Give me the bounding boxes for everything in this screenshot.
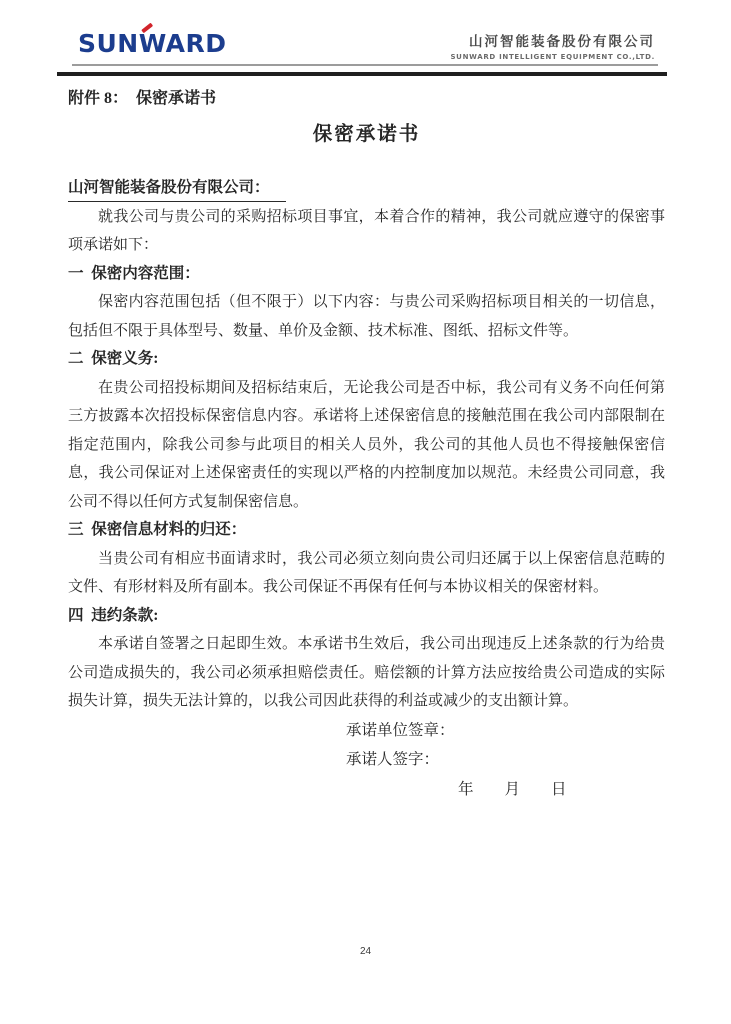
signature-block bbox=[68, 716, 665, 805]
unit-seal-label: 承诺单位签章： bbox=[346, 721, 455, 739]
company-name-english: SUNWARD INTELLIGENT EQUIPMENT CO.,LTD. bbox=[450, 53, 655, 61]
signer-label: 承诺人签字： bbox=[346, 751, 440, 768]
document-content bbox=[68, 84, 665, 804]
header-rule-thick bbox=[57, 72, 667, 76]
section-4-body: 本承诺自签署之日起即生效。本承诺书生效后，我公司出现违反上述条款的行为给贵公司造成损失的，我公司必须承担赔偿责任。赔偿额的计算方法应按给贵公司造成的实际损失计算，损失无法计算的，以我公司因此获得的利益或减少的支出额计算。 bbox=[68, 636, 665, 709]
company-name-block bbox=[450, 34, 655, 62]
page-number: 24 bbox=[359, 946, 372, 957]
date-line: 年 月 日 bbox=[458, 780, 567, 798]
attachment-label: 附件 8： 保密承诺书 bbox=[68, 90, 217, 107]
sunward-logo bbox=[78, 30, 227, 58]
header-rule-thin bbox=[72, 64, 658, 66]
section-1-heading: 一 保密内容范围： bbox=[68, 264, 200, 282]
section-3-body: 当贵公司有相应书面请求时，我公司必须立刻向贵公司归还属于以上保密信息范畴的文件、有形材料及所有副本。我公司保证不再保有任何与本协议相关的保密材料。 bbox=[68, 550, 665, 595]
salutation-row bbox=[68, 174, 665, 203]
section-4-heading: 四 违约条款: bbox=[68, 606, 159, 624]
section-3-heading: 三 保密信息材料的归还： bbox=[68, 521, 247, 538]
section-2-body: 在贵公司招投标期间及招标结束后，无论我公司是否中标，我公司有义务不向任何第三方披露本次招投标保密信息内容。承诺将上述保密信息的接触范围在我公司内部限制在指定范围内，除我公司参与此项目的相关人员外，我公司的其他人员也不得接触保密信息，我公司保证对上述保密责任的实现以严格的内控制度加以规范。未经贵公司同意，我公司不得以任何方式复制保密信息。 bbox=[68, 379, 665, 510]
sunward-logo-text: SUNWARD bbox=[78, 29, 227, 58]
intro-paragraph: 就我公司与贵公司的采购招标项目事宜，本着合作的精神，我公司就应遵守的保密事项承诺如下： bbox=[68, 208, 665, 253]
company-name-chinese: 山河智能装备股份有限公司 bbox=[469, 34, 655, 50]
page-title: 保密承诺书 bbox=[312, 124, 421, 145]
salutation: 山河智能装备股份有限公司： bbox=[68, 176, 286, 202]
section-2-heading: 二 保密义务: bbox=[68, 350, 159, 367]
section-1-body: 保密内容范围包括（但不限于）以下内容：与贵公司采购招标项目相关的一切信息，包括但不限于具体型号、数量、单价及金额、技术标准、图纸、招标文件等。 bbox=[68, 294, 665, 339]
